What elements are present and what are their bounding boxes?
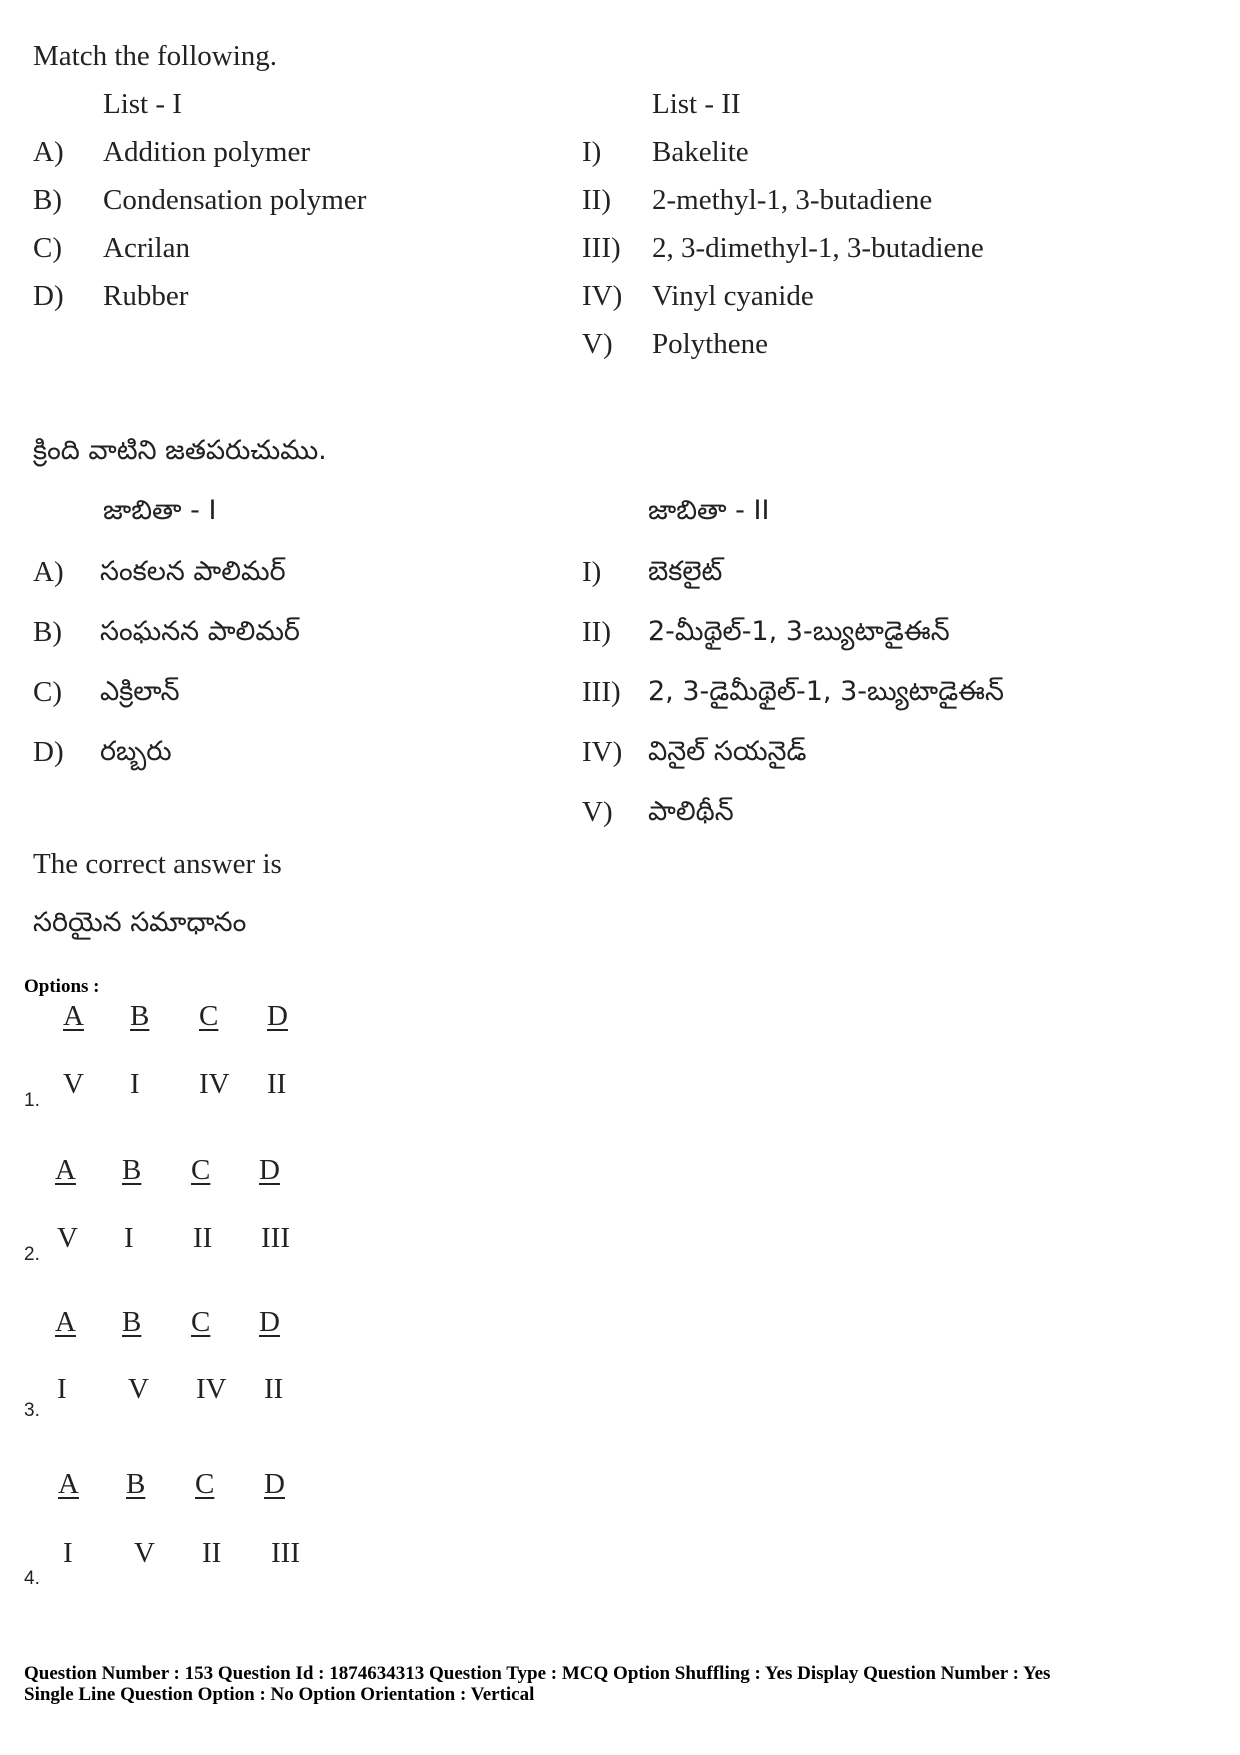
list2-key: II) — [582, 616, 611, 648]
option-value: V — [134, 1537, 155, 1569]
list1-header-en: List - I — [103, 88, 182, 120]
option-header: D — [264, 1468, 285, 1500]
option-value: IV — [199, 1068, 230, 1100]
list2-key: V) — [582, 796, 613, 828]
list2-key: V) — [582, 328, 613, 360]
option-header: A — [63, 1000, 84, 1032]
list2-key: IV) — [582, 736, 623, 768]
list1-key: A) — [33, 556, 64, 588]
option-header: C — [191, 1306, 211, 1338]
list2-item: 2-మీథైల్-1, 3-బ్యుటాడైఈన్ — [648, 616, 950, 647]
option-header: C — [199, 1000, 219, 1032]
list1-key: B) — [33, 616, 62, 648]
list2-header-en: List - II — [652, 88, 741, 120]
list1-item: Rubber — [103, 280, 189, 312]
option-value: III — [271, 1537, 300, 1569]
option-value: I — [130, 1068, 140, 1100]
list1-key: A) — [33, 136, 64, 168]
list2-item: 2-methyl-1, 3-butadiene — [652, 184, 933, 216]
option-header: B — [130, 1000, 150, 1032]
option-header: A — [55, 1306, 76, 1338]
option-value: III — [261, 1222, 290, 1254]
list2-item: 2, 3-డైమీథైల్-1, 3-బ్యుటాడైఈన్ — [648, 676, 1004, 707]
list2-key: I) — [582, 136, 602, 168]
list2-key: IV) — [582, 280, 623, 312]
option-value: II — [267, 1068, 287, 1100]
option-header: B — [122, 1306, 142, 1338]
option-header: D — [259, 1306, 280, 1338]
option-value: I — [124, 1222, 134, 1254]
option-header: D — [267, 1000, 288, 1032]
option-header: C — [195, 1468, 215, 1500]
list1-key: B) — [33, 184, 62, 216]
option-value: I — [63, 1537, 73, 1569]
option-header: B — [122, 1154, 142, 1186]
question-prompt-te: క్రింది వాటిని జతపరుచుము. — [33, 435, 327, 466]
option-header: D — [259, 1154, 280, 1186]
option-header: C — [191, 1154, 211, 1186]
option-value: V — [57, 1222, 78, 1254]
list2-key: I) — [582, 556, 602, 588]
list1-item: Acrilan — [103, 232, 190, 264]
list2-key: III) — [582, 676, 621, 708]
list1-key: D) — [33, 280, 64, 312]
list1-item: Condensation polymer — [103, 184, 367, 216]
list2-item: Bakelite — [652, 136, 749, 168]
list1-key: D) — [33, 736, 64, 768]
option-number: 2. — [24, 1244, 40, 1265]
answer-prompt-te: సరియైన సమాధానం — [33, 907, 247, 938]
answer-prompt-en: The correct answer is — [33, 848, 282, 880]
question-prompt-en: Match the following. — [33, 40, 278, 72]
list2-item: వినైల్ సయనైడ్ — [648, 736, 807, 767]
option-number: 1. — [24, 1090, 40, 1111]
list1-key: C) — [33, 676, 62, 708]
list1-item: రబ్బరు — [100, 736, 172, 767]
list2-item: Vinyl cyanide — [652, 280, 814, 312]
list2-item: 2, 3-dimethyl-1, 3-butadiene — [652, 232, 984, 264]
list1-header-te: జాబితా - I — [103, 495, 217, 526]
list2-key: II) — [582, 184, 611, 216]
question-meta-line-2: Single Line Question Option : No Option Orientation : Vertical — [24, 1684, 535, 1705]
option-value: II — [202, 1537, 222, 1569]
option-value: I — [57, 1373, 67, 1405]
list1-key: C) — [33, 232, 62, 264]
option-value: II — [193, 1222, 213, 1254]
option-header: B — [126, 1468, 146, 1500]
option-header: A — [55, 1154, 76, 1186]
option-header: A — [58, 1468, 79, 1500]
option-value: V — [63, 1068, 84, 1100]
list2-header-te: జాబితా - II — [648, 495, 770, 526]
option-number: 4. — [24, 1568, 40, 1589]
list2-item: పాలిథీన్ — [648, 796, 734, 827]
list2-key: III) — [582, 232, 621, 264]
list2-item: Polythene — [652, 328, 768, 360]
list1-item: Addition polymer — [103, 136, 311, 168]
list1-item: సంకలన పాలిమర్ — [100, 556, 286, 587]
options-label: Options : — [24, 976, 100, 997]
option-value: IV — [196, 1373, 227, 1405]
list2-item: బెకలైట్ — [648, 556, 723, 587]
question-meta-line-1: Question Number : 153 Question Id : 1874634313 Question Type : MCQ Option Shuffling : Yes Display Question Number : Yes — [24, 1663, 1051, 1684]
option-value: II — [264, 1373, 284, 1405]
list1-item: సంఘనన పాలిమర్ — [100, 616, 300, 647]
option-value: V — [128, 1373, 149, 1405]
option-number: 3. — [24, 1400, 40, 1421]
list1-item: ఎక్రిలాన్ — [100, 676, 180, 707]
